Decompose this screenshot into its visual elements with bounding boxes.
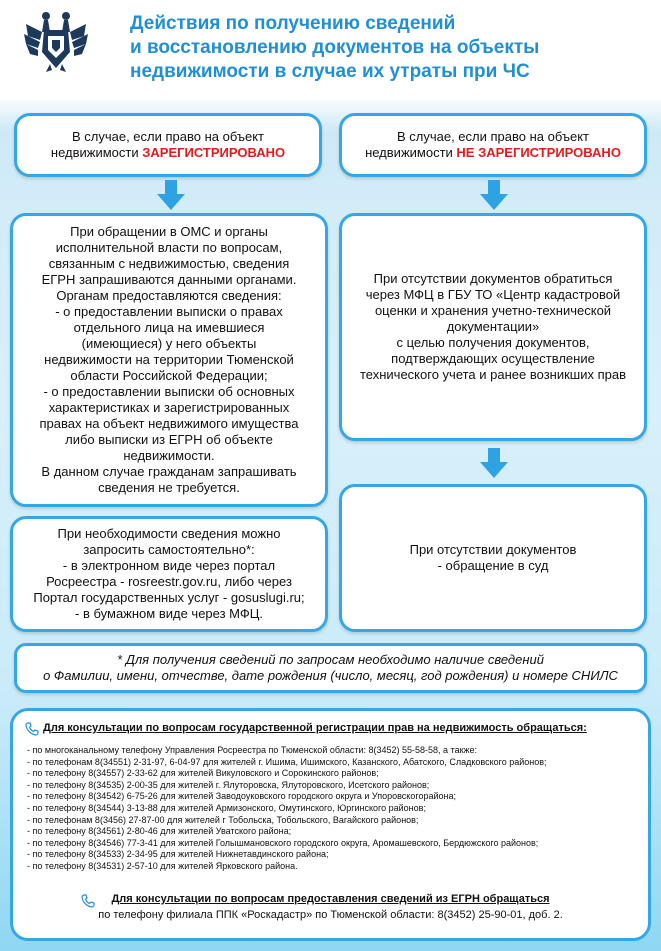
list-item: - по телефону 8(34561) 2-80-46 для жителей Уватского района;	[27, 826, 292, 837]
list-item: - по телефону 8(34531) 2-57-10 для жителей Ярковского района.	[27, 860, 298, 871]
body-line: ЕГРН запрашиваются данными органами.	[41, 272, 297, 287]
contacts-panel	[10, 708, 651, 941]
body-line: - в бумажном виде через МФЦ.	[75, 606, 263, 621]
phone-icon	[25, 722, 39, 736]
body-line: связанным с недвижимостью, сведения	[48, 256, 290, 271]
page-title	[130, 12, 650, 84]
body-line: Росреестра - rosreestr.gov.ru, либо через	[46, 574, 292, 589]
body-line: При обращении в ОМС и органы	[70, 224, 268, 239]
not-registered-condition-box	[339, 113, 647, 177]
body-line: недвижимости.	[123, 448, 215, 463]
condition-text: В случае, если право на объект	[396, 129, 590, 144]
body-line: (имеющиеся) у него объекты	[81, 336, 257, 351]
list-item: - по телефонам 8(34551) 2-31-97, 6-04-97 для жителей г. Ишима, Ишимского, Казанского, Абатского, Сладковского районов;	[27, 756, 547, 767]
title-line: недвижимости в случае их утраты при ЧС	[130, 61, 530, 82]
title-line: Действия по получению сведений	[130, 13, 456, 34]
eagle-emblem-logo	[22, 6, 90, 74]
body-line: правах на объект недвижимого имущества	[39, 416, 299, 431]
body-line: При отсутствии документов	[409, 542, 577, 557]
list-item: - по телефону 8(34557) 2-33-62 для жителей Викуловского и Сорокинского районов;	[27, 768, 379, 779]
body-line: через МФЦ в ГБУ ТО «Центр кадастровой	[365, 287, 621, 302]
list-item: - по телефону 8(34544) 3-13-88 для жителей Армизонского, Омутинского, Юргинского районов;	[27, 802, 426, 813]
body-line: - обращение в суд	[437, 558, 549, 573]
body-line: недвижимости на территории Тюменской	[44, 352, 294, 367]
body-line: подтверждающих осуществление	[391, 351, 595, 366]
footnote-line: о Фамилии, имени, отчестве, дате рождения (число, месяц, год рождения) и номере СНИЛС	[43, 668, 618, 683]
condition-text: В случае, если право на объект	[71, 129, 265, 144]
status-not-registered: НЕ ЗАРЕГИСТРИРОВАНО	[456, 145, 621, 160]
body-line: Органам предоставляются сведения:	[56, 288, 282, 303]
arrow-down-icon	[157, 180, 185, 210]
body-line: с целью получения документов,	[396, 335, 590, 350]
body-line: либо выписки из ЕГРН об объекте	[65, 432, 273, 447]
oms-request-box	[10, 213, 328, 507]
list-item: - по телефону 8(34533) 2-34-95 для жителей Нижнетавдинского района;	[27, 849, 329, 860]
list-item: - по многоканальному телефону Управления Росреестра по Тюменской области: 8(3452) 55-58-58, а также:	[27, 745, 478, 755]
body-line: Портал государственных услуг - gosuslugi.ru;	[33, 590, 305, 605]
footnote-line: * Для получения сведений по запросам необходимо наличие сведений	[117, 652, 544, 667]
list-item: - по телефонам 8(3456) 27-87-00 для жителей г Тобольска, Тобольского, Вагайского районов;	[27, 814, 419, 825]
egrn-heading: Для консультации по вопросам предоставления сведений из ЕГРН обращаться	[111, 893, 550, 905]
list-item: - по телефону 8(34535) 2-00-35 для жителей г. Ялуторовска, Ялуторовского, Исетского районов;	[27, 779, 430, 790]
status-registered: ЗАРЕГИСТРИРОВАНО	[142, 145, 286, 160]
body-line: сведения не требуется.	[98, 480, 240, 495]
condition-text: недвижимости	[365, 145, 457, 160]
phone-list	[27, 745, 547, 873]
body-line: технического учета и ранее возникших прав	[359, 367, 626, 382]
arrow-down-icon	[480, 448, 508, 478]
egrn-phone-text: по телефону филиала ППК «Роскадастр» по Тюменской области: 8(3452) 25-90-01, доб. 2.	[98, 909, 563, 921]
title-line: и восстановлению документов на объекты	[130, 37, 540, 58]
body-line: документации»	[446, 319, 540, 334]
arrow-down-icon	[480, 180, 508, 210]
body-line: характеристиках и зарегистрированных	[48, 400, 290, 415]
body-line: запросить самостоятельно*:	[83, 542, 255, 557]
list-item: - по телефону 8(34546) 77-3-41 для жителей Голышмановского городского округа, Аромашевского, Бердюжского районов;	[27, 837, 539, 848]
body-line: оценки и хранения учетно-технической	[374, 303, 612, 318]
mfc-request-box	[339, 213, 647, 441]
registered-condition-box	[14, 113, 322, 177]
body-line: - о предоставлении выписки о правах	[55, 304, 283, 319]
self-request-box	[10, 516, 328, 632]
body-line: При отсутствии документов обратиться	[373, 271, 613, 286]
page-header	[0, 0, 661, 100]
body-line: отдельного лица на имевшиеся	[73, 320, 265, 335]
body-line: области Российской Федерации;	[70, 368, 268, 383]
contacts-heading: Для консультации по вопросам государственной регистрации прав на недвижимость обращаться:	[43, 722, 587, 734]
court-box	[339, 484, 647, 632]
body-line: В данном случае гражданам запрашивать	[41, 464, 297, 479]
list-item: - по телефону 8(34542) 6-75-26 для жителей Заводоуковского городского округа и Упоровскогорайона;	[27, 791, 456, 802]
body-line: исполнительной власти по вопросам,	[55, 240, 283, 255]
condition-text: недвижимости	[50, 145, 143, 160]
footnote-box	[14, 643, 647, 693]
body-line: - в электронном виде через портал	[62, 558, 276, 573]
body-line: - о предоставлении выписки об основных	[43, 384, 295, 399]
body-line: При необходимости сведения можно	[57, 526, 281, 541]
